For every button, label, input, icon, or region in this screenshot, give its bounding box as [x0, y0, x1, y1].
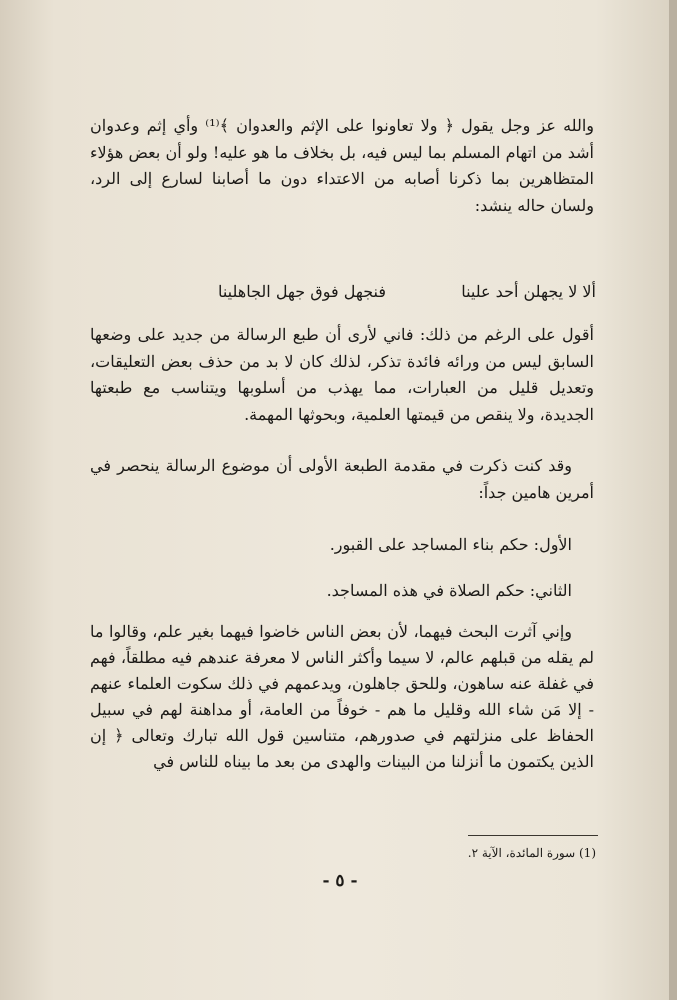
paragraph-topic: وقد كنت ذكرت في مقدمة الطبعة الأولى أن موضوع الرسالة ينحصر في أمرين هامين جداً:: [90, 456, 594, 502]
verse-first-hemistich: ألا لا يجهلن أحد علينا: [461, 282, 596, 301]
paragraph-reason: وإني آثرت البحث فيهما، لأن بعض الناس خاضوا فيهما بغير علم، وقالوا ما لم يقله من قبلهم عالم، لا سيما وأكثر الناس لا معرفة عندهم فيه مطلقاً، فهم في غفلة عنه ساهون، وللحق جاهلون، ويدعمهم في ذلك سكوت العلماء عنهم - إلا مَن شاء الله وقليل ما هم - خوفاً من العامة، أو مداهنة لهم في سبيل الحفاظ على منزلتهم في صدورهم، متناسين قول الله تبارك وتعالى ﴿ إن الذين يكتمون ما أنزلنا من البينات والهدى من بعد ما بيناه للناس في: [90, 622, 594, 771]
page-number: - ٥ -: [322, 871, 358, 891]
paragraph-opening: والله عز وجل يقول ﴿ ولا تعاونوا على الإثم والعدوان ﴾⁽¹⁾ وأي إثم وعدوان أشد من اتهام المسلم بما ليس فيه، بل بخلاف ما هو عليه! ولو أن بعض هؤلاء المتظاهرين بما ذكرنا أصابه من الاعتداء دون ما أصابنا لسارع إلى الرد، ولسان حاله ينشد:: [90, 116, 594, 215]
paragraph-reply: أقول على الرغم من ذلك: فاني لأرى أن طبع الرسالة من جديد على وضعها السابق ليس من ورائه فائدة تذكر، لذلك كان لا بد من حذف بعض التعليقات، وتعديل قليل من العبارات، مما يهذب من أسلوبها ويتناسب مع طبعتها الجديدة، ولا ينقص من قيمتها العلمية، وبحوثها المهمة.: [90, 325, 594, 424]
page-edge: [669, 0, 677, 1000]
footnote: (1) سورة المائدة، الآية ٢.: [467, 846, 596, 860]
poetry-verse: [96, 282, 596, 310]
footnote-divider: [468, 835, 598, 836]
list-item-second: الثاني: حكم الصلاة في هذه المساجد.: [326, 581, 572, 600]
verse-second-hemistich: فنجهل فوق جهل الجاهلينا: [217, 282, 386, 301]
list-item-first: الأول: حكم بناء المساجد على القبور.: [329, 535, 572, 554]
